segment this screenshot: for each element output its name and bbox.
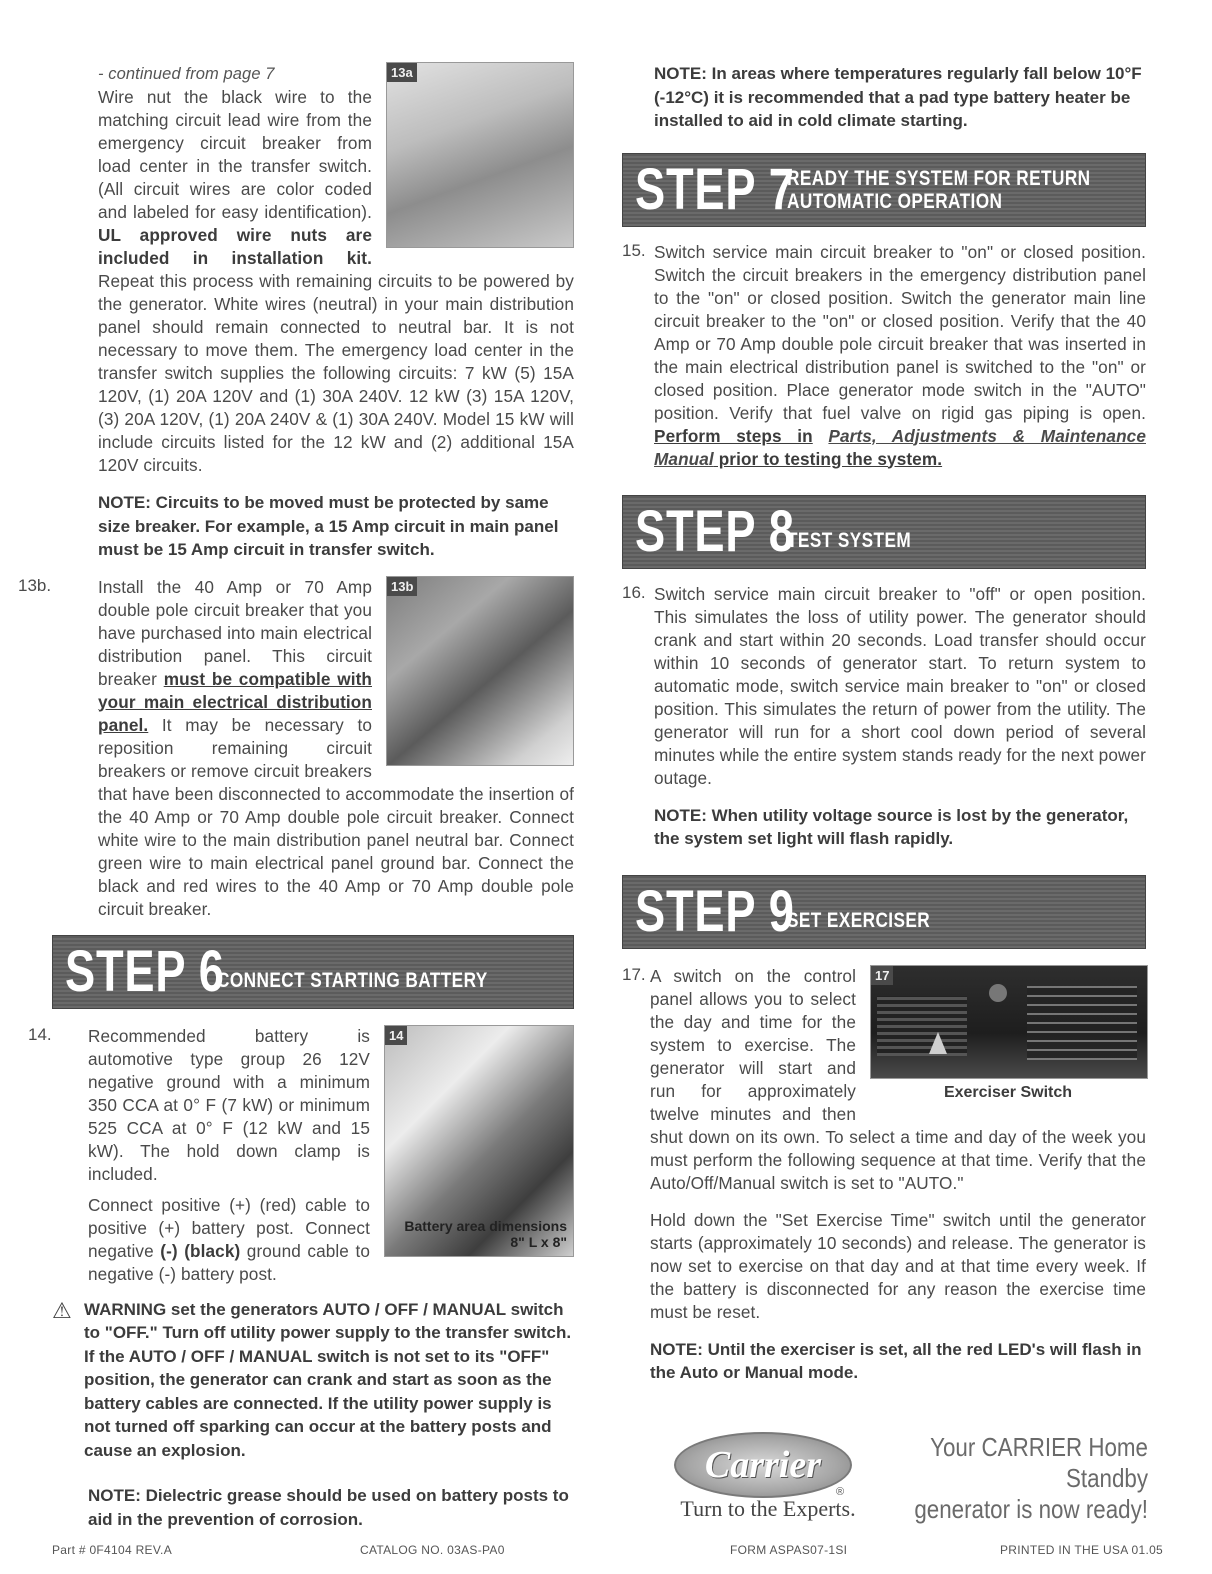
step9-number: STEP 9 [635,878,795,944]
photo-tag-17: 17 [871,966,893,985]
photo-tag-13b: 13b [387,577,417,596]
step7-number: STEP 7 [635,156,795,222]
p14-text2a: Connect positive (+) (red) cable to positive (+) battery post. Connect negative [88,1194,370,1261]
ready-line1: Your CARRIER Home Standby [930,1432,1148,1493]
right-column [622,62,1146,1385]
warning-text: WARNING set the generators AUTO / OFF / MANUAL switch to "OFF." Turn off utility power supply to the transfer switch. If the AUTO / OFF / MANUAL switch is not set to its "OFF" position, the generator can crank and start as soon as the battery cables are connected. If the utility power supply is not turned off sparking can occur at the battery posts and cause an explosion. [84,1299,572,1460]
photo-17-wrap [870,965,1146,1105]
registered-mark: ® [836,1486,845,1498]
p13a-text1: Wire nut the black wire to the matching circuit lead wire from the emergency circuit breaker from load center in the transfer switch. (All circuit wires are color coded and labeled for easy identification). [98,87,372,222]
photo-13a [386,62,574,248]
item-17 [622,965,1146,1324]
p15-link-italic: Parts, Adjustments & Maintenance Manual [654,425,1146,469]
photo-17-caption: Exerciser Switch [943,1083,1073,1101]
p13a-text2: Repeat this process with remaining circuits to be powered by the generator. White wires (neutral) in your main distribution panel should remain connected to neutral bar. It is not necessary to move them. The emergency load center in the transfer switch supplies the following circuits: 7 kW (5) 15A 120V, (1) 20A 120V and (1) 30A 240V. 12 kW (3) 15A 120V, (3) 20A 120V, (1) 20A 240V & (1) 30A 240V. Model 15 kW will include circuits listed for the 12 kW and (2) additional 15A 120V circuits. [98,271,574,475]
item-13b [18,575,574,921]
note-utility: NOTE: When utility voltage source is lost by the generator, the system set light will flash rapidly. [654,805,1129,848]
photo-17-labels [1027,986,1137,1060]
step6-number: STEP 6 [65,938,225,1004]
footer-form: FORM ASPAS07-1SI [730,1543,848,1557]
p14-bold: (-) (black) [160,1240,241,1261]
p13b-underline: must be compatible with your main electrical distribution panel. [98,668,373,735]
paragraph-14a: Recommended battery is automotive type group 26 12V negative ground with a minimum 350 CCA at 0° F (7 kW) or minimum 525 CCA at 0° F (12 kW and 15 kW). The hold down clamp is included. [88,1025,370,1184]
photo-14 [384,1025,574,1257]
p13a-bold: UL approved wire nuts are included in installation kit. [98,225,372,268]
footer-part: Part # 0F4104 REV.A [52,1543,172,1557]
brand-block [668,1432,1148,1528]
step9-banner [622,875,1146,949]
step8-number: STEP 8 [635,498,795,564]
photo-tag-13a: 13a [387,63,417,82]
photo-17 [870,965,1148,1079]
brand-tagline: Turn to the Experts. [680,1496,856,1521]
warning-block [52,1298,574,1463]
p15-text: Switch service main circuit breaker to "on" or closed position. Switch the circuit breakers in the emergency distribution panel to the "on" or closed position. Switch the generator main line circuit breaker to the "on" or closed position. Verify that the 40 Amp or 70 Amp double pole circuit breaker that was inserted in the main electrical distribution panel is switched to the "on" or closed position. Place generator mode switch in the "AUTO" position. Verify that fuel valve on rigid gas piping is open. [654,241,1146,423]
photo-17-knob [989,984,1007,1002]
ready-message [907,1432,1148,1525]
paragraph-17b: Hold down the "Set Exercise Time" switch until the generator starts (approximately 10 seconds) and release. The generator is now set to exercise on that day and at that time every week. If the battery is disconnected for any reason the exercise time must be reset. [650,1209,1146,1322]
arrow-up-icon [929,1032,947,1054]
footer-catalog: CATALOG NO. 03AS-PA0 [360,1543,505,1557]
paragraph-15 [654,241,1146,471]
p13b-text1: Install the 40 Amp or 70 Amp double pole circuit breaker that you have purchased into main electrical distribution panel. This circuit breaker [98,576,372,689]
ready-line2: generator is now ready! [914,1494,1148,1524]
step9-title: SET EXERCISER [787,909,931,932]
continued-note: - continued from page 7 [98,65,275,83]
paragraph-16: Switch service main circuit breaker to "off" or open position. This simulates the loss of utility power. The generator should crank and start within 20 seconds. Load transfer should occur within 10 seconds of generator start. To return system to automatic mode, switch service main breaker to "on" or closed position. This simulates the return of power from the utility. The generator will run for a short cool down period of several minutes while the entire system stands ready for the next power outage. [654,583,1146,788]
step6-banner [52,935,574,1009]
note-dielectric: NOTE: Dielectric grease should be used on battery posts to aid in the prevention of corrosion. [88,1486,569,1529]
photo-tag-14: 14 [385,1026,407,1045]
step7-title [787,167,1091,213]
left-column [18,62,574,1531]
item-15-number: 15. [622,240,646,260]
paragraph-17: A switch on the control panel allows you to select the day and time for the system to exercise. The generator will start and run for approximately twelve minutes and then shut down on its own. To select a time and day of the week you must perform the following sequence at that time. Verify that the Auto/Off/Manual switch is set to "AUTO." [650,965,1146,1193]
item-16-number: 16. [622,582,646,602]
carrier-logo [674,1432,852,1498]
step6-title: CONNECT STARTING BATTERY [217,969,488,992]
item-13b-number: 13b. [18,575,52,595]
photo-17-grid [877,996,967,1056]
item-16 [622,583,1146,790]
p13b-text2: It may be necessary to reposition remaining circuit breakers or remove circuit breakers that have been disconnected to accommodate the insertion of the 40 Amp or 70 Amp double pole circuit breaker. Connect white wire to the main distribution panel neutral bar. Connect green wire to main electrical panel ground bar. Connect the black and red wires to the 40 Amp or 70 Amp double pole circuit breaker. [98,714,574,919]
item-14-number: 14. [28,1024,52,1044]
photo-14-caption: Battery area dimensions 8" L x 8" [404,1217,567,1250]
note-circuits: NOTE: Circuits to be moved must be protected by same size breaker. For example, a 15 Amp circuit in main panel must be 15 Amp circuit in transfer switch. [98,493,559,559]
item-14 [28,1024,574,1286]
step7-banner [622,153,1146,227]
note-exerciser: NOTE: Until the exerciser is set, all the red LED's will flash in the Auto or Manual mode. [650,1339,1142,1382]
photo-13b [386,576,574,766]
step7-title-line1: READY THE SYSTEM FOR RETURN [787,166,1091,190]
p15-link1: Perform steps in [654,425,813,446]
footer-printed: PRINTED IN THE USA 01.05 [1000,1543,1164,1557]
item-17-number: 17. [622,964,646,984]
item-15 [622,241,1146,471]
warning-triangle-icon: ⚠ [52,1297,72,1323]
p14-text2b: ground cable to negative (-) battery post. [88,1240,370,1284]
step7-title-line2: AUTOMATIC OPERATION [787,189,1003,213]
note-temperature: NOTE: In areas where temperatures regularly fall below 10°F (-12°C) it is recommended that a pad type battery heater be installed to aid in cold climate starting. [654,64,1142,130]
carrier-logo-text: Carrier [704,1444,822,1486]
step8-title: TEST SYSTEM [787,529,912,552]
step8-banner [622,495,1146,569]
p15-link2: prior to testing the system. [713,448,943,469]
